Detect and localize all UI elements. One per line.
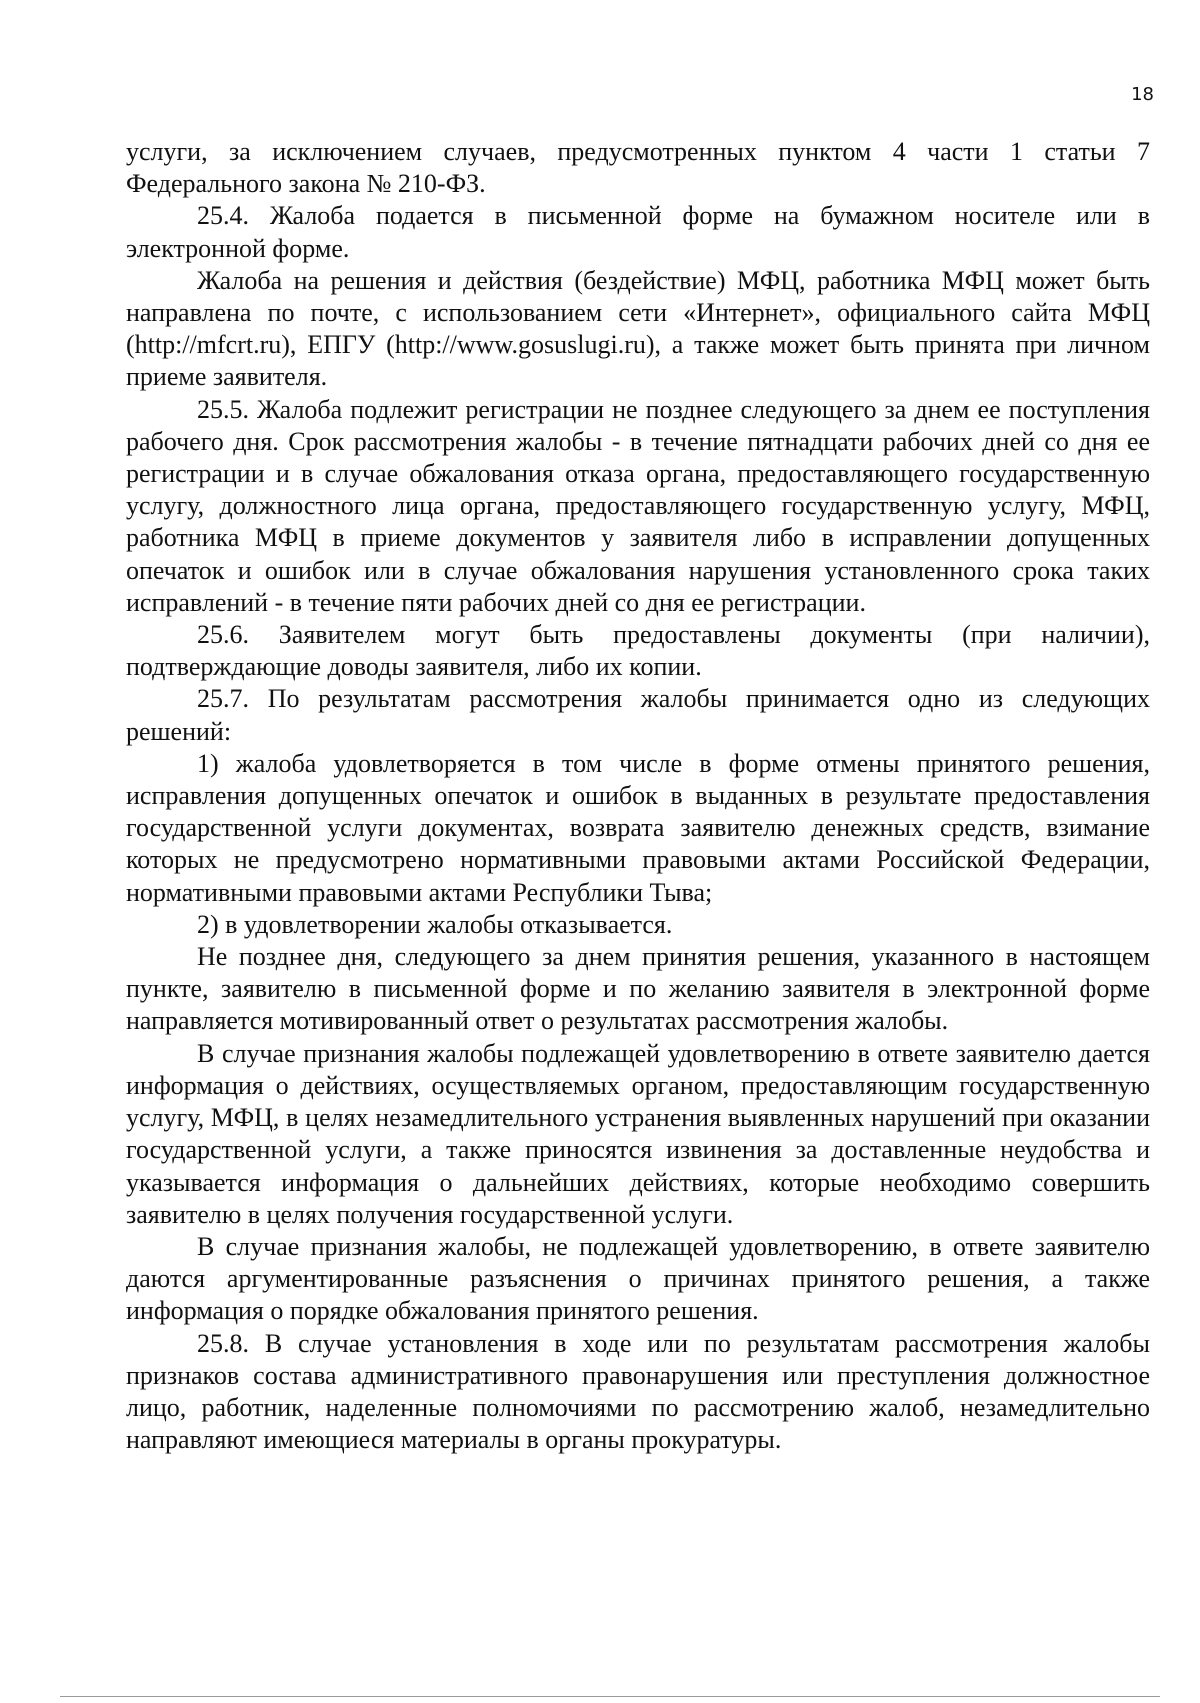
- paragraph-rejected-complaint: В случае признания жалобы, не подлежащей удовлетворению, в ответе заявителю даются аргументированные разъяснения о причинах принятого решения, а также информация о порядке обжалования принятого решения.: [126, 1231, 1150, 1326]
- paragraph-25-8: 25.8. В случае установления в ходе или по результатам рассмотрения жалобы признаков состава административного правонарушения или преступления должностное лицо, работник, наделенные полномочиями по рассмотрению жалоб, незамедлительно направляют имеющиеся материалы в органы прокуратуры.: [126, 1328, 1150, 1455]
- paragraph-satisfied-complaint: В случае признания жалобы подлежащей удовлетворению в ответе заявителю дается информация о действиях, осуществляемых органом, предоставляющим государственную услугу, МФЦ, в целях незамедлительного устранения выявленных нарушений при оказании государственной услуги, а также приносятся извинения за доставленные неудобства и указывается информация о дальнейших действиях, которые необходимо совершить заявителю в целях получения государственной услуги.: [126, 1038, 1150, 1229]
- list-item-2: 2) в удовлетворении жалобы отказывается.: [197, 909, 673, 939]
- paragraph-25-6: 25.6. Заявителем могут быть предоставлены документы (при наличии), подтверждающие доводы заявителя, либо их копии.: [126, 620, 1150, 682]
- page-number: 18: [1131, 84, 1154, 105]
- list-item-1: 1) жалоба удовлетворяется в том числе в форме отмены принятого решения, исправления допущенных опечаток и ошибок в выданных в результате предоставления государственной услуги документах, возврата заявителю денежных средств, взимание которых не предусмотрено нормативными правовыми актами Российской Федерации, нормативными правовыми актами Республики Тыва;: [126, 748, 1150, 907]
- paragraph-25-7: 25.7. По результатам рассмотрения жалобы принимается одно из следующих решений:: [126, 684, 1150, 746]
- paragraph-25-4: 25.4. Жалоба подается в письменной форме на бумажном носителе или в электронной форме.: [126, 201, 1150, 263]
- paragraph-complaint-channels: Жалоба на решения и действия (бездействие) МФЦ, работника МФЦ может быть направлена по почте, с использованием сети «Интернет», официального сайта МФЦ (http://mfcrt.ru), ЕПГУ (http://www.gosuslugi.ru), а также может быть принята при личном приеме заявителя.: [126, 265, 1150, 392]
- page-bottom-edge: [60, 1696, 1160, 1697]
- paragraph-continuation: услуги, за исключением случаев, предусмотренных пунктом 4 части 1 статьи 7 Федерального закона № 210-ФЗ.: [126, 137, 1150, 199]
- document-body: [126, 136, 1150, 1456]
- paragraph-25-5: 25.5. Жалоба подлежит регистрации не позднее следующего за днем ее поступления рабочего дня. Срок рассмотрения жалобы - в течение пятнадцати рабочих дней со дня ее регистрации и в случае обжалования отказа органа, предоставляющего государственную услугу, должностного лица органа, предоставляющего государственную услугу, МФЦ, работника МФЦ в приеме документов у заявителя либо в исправлении допущенных опечаток и ошибок или в случае обжалования нарушения установленного срока таких исправлений - в течение пяти рабочих дней со дня ее регистрации.: [126, 394, 1150, 617]
- paragraph-response-deadline: Не позднее дня, следующего за днем принятия решения, указанного в настоящем пункте, заявителю в письменной форме и по желанию заявителя в электронной форме направляется мотивированный ответ о результатах рассмотрения жалобы.: [126, 942, 1150, 1036]
